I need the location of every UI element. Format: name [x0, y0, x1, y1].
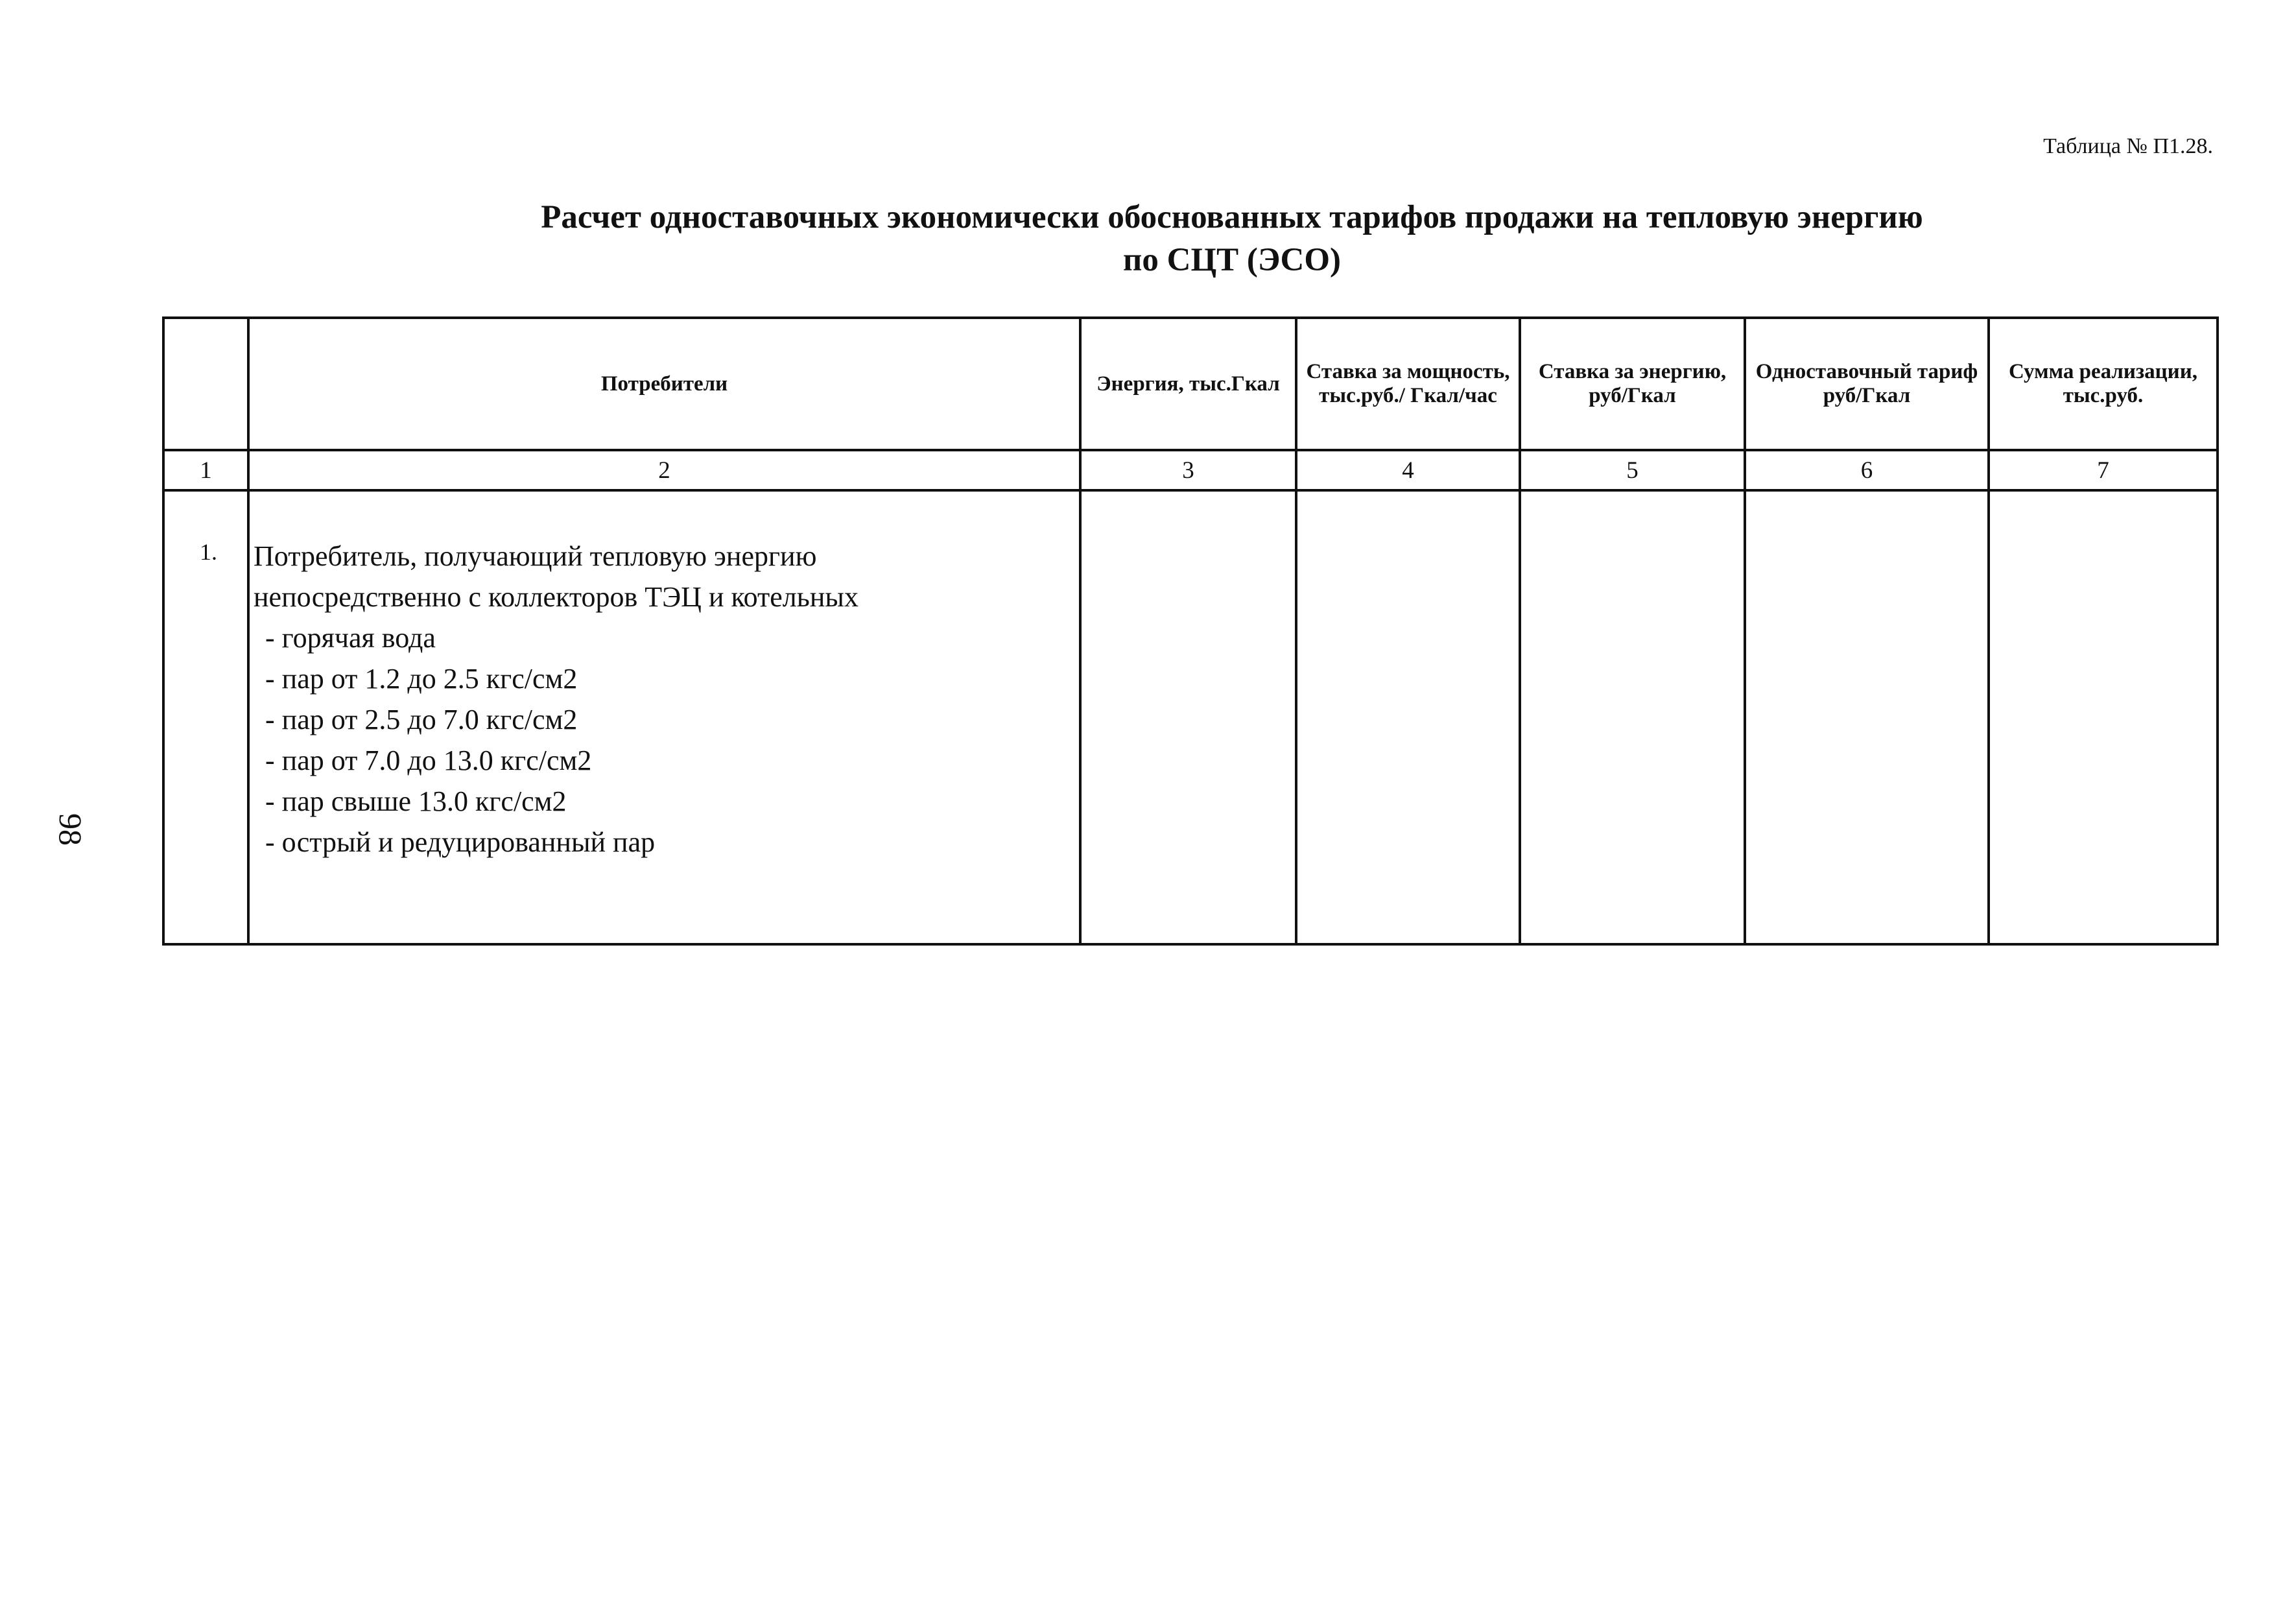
page-title	[162, 196, 2296, 281]
header-consumers: Потребители	[248, 318, 1080, 450]
energy-rate-cell	[1520, 490, 1745, 944]
column-number: 7	[1989, 450, 2218, 490]
consumer-item: - пар от 7.0 до 13.0 кгс/см2	[265, 745, 592, 776]
energy-cell	[1080, 490, 1296, 944]
consumer-item: - пар от 2.5 до 7.0 кгс/см2	[265, 704, 578, 735]
table-number: Таблица № П1.28.	[2043, 134, 2213, 158]
header-single-rate-tariff: Одноставочный тариф руб/Гкал	[1745, 318, 1989, 450]
consumer-name-line-2: непосредственно с коллекторов ТЭЦ и котельных	[254, 581, 858, 613]
consumer-item: - острый и редуцированный пар	[265, 826, 656, 858]
column-number: 4	[1296, 450, 1520, 490]
column-number: 3	[1080, 450, 1296, 490]
sales-sum-cell	[1989, 490, 2218, 944]
header-capacity-rate: Ставка за мощность, тыс.руб./ Гкал/час	[1296, 318, 1520, 450]
header-col-1	[163, 318, 248, 450]
page-number: 98	[53, 813, 89, 846]
consumer-name-line-1: Потребитель, получающий тепловую энергию	[254, 540, 817, 572]
column-number: 6	[1745, 450, 1989, 490]
title-line-1: Расчет одноставочных экономически обоснованных тарифов продажи на тепловую энергию	[541, 199, 1923, 235]
capacity-rate-cell	[1296, 490, 1520, 944]
header-energy-rate: Ставка за энергию, руб/Гкал	[1520, 318, 1745, 450]
consumer-cell	[248, 490, 1080, 944]
header-energy: Энергия, тыс.Гкал	[1080, 318, 1296, 450]
consumer-item: - горячая вода	[265, 622, 436, 654]
column-numbers-row	[163, 450, 2218, 490]
column-number: 2	[248, 450, 1080, 490]
header-sales-sum: Сумма реализации, тыс.руб.	[1989, 318, 2218, 450]
table-header-row	[163, 318, 2218, 450]
tariff-table	[162, 316, 2219, 946]
column-number: 5	[1520, 450, 1745, 490]
table-row	[163, 490, 2218, 944]
row-number: 1.	[163, 490, 248, 944]
consumer-item: - пар свыше 13.0 кгс/см2	[265, 785, 567, 817]
single-rate-tariff-cell	[1745, 490, 1989, 944]
consumer-item: - пар от 1.2 до 2.5 кгс/см2	[265, 663, 578, 695]
title-line-2: по СЦТ (ЭСО)	[1123, 242, 1341, 278]
column-number: 1	[163, 450, 248, 490]
